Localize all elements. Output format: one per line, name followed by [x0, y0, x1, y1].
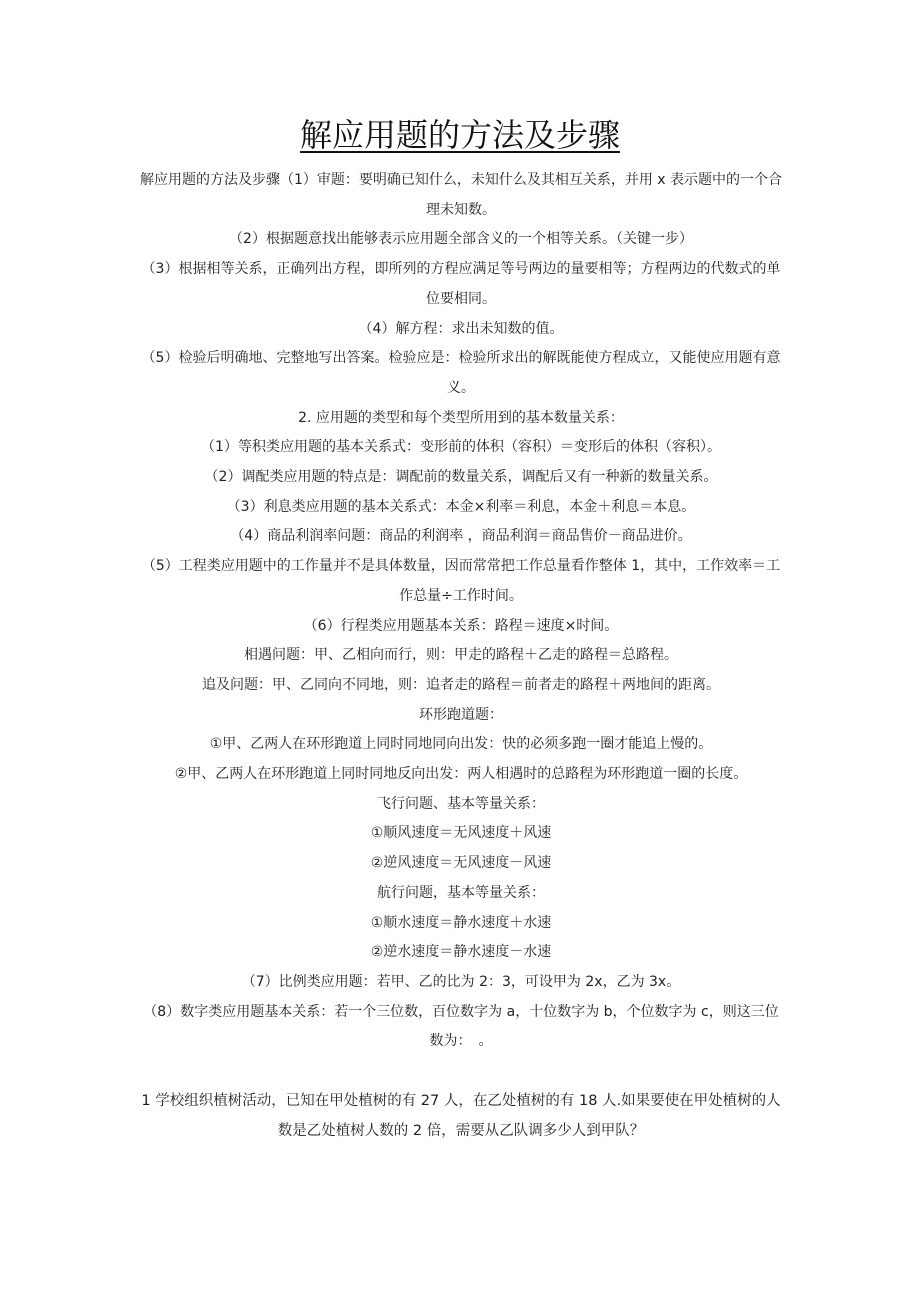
paragraph-type-interest: （3）利息类应用题的基本关系式：本金×利率＝利息，本金＋利息＝本息。	[226, 498, 696, 515]
paragraph-chasing: 追及问题：甲、乙同向不同地，则：追者走的路程＝前者走的路程＋两地间的距离。	[202, 676, 720, 693]
document-title: 解应用题的方法及步骤	[299, 116, 620, 154]
paragraph-type-profit: （4）商品利润率问题：商品的利润率 ，商品利润＝商品售价－商品进价。	[230, 528, 692, 545]
paragraph-circular-track: 环形跑道题：	[419, 706, 503, 723]
paragraph-types-heading: 2. 应用题的类型和每个类型所用到的基本数量关系：	[298, 409, 624, 426]
paragraph-upstream: ②逆水速度＝静水速度－水速	[370, 944, 552, 961]
paragraph-step-1: 解应用题的方法及步骤（1）审题：要明确已知什么，未知什么及其相互关系，并用 x 表示题中的一个合理未知数。	[139, 172, 783, 218]
paragraph-sailing: 航行问题，基本等量关系：	[377, 884, 545, 901]
paragraph-type-allocation: （2）调配类应用题的特点是：调配前的数量关系，调配后又有一种新的数量关系。	[204, 469, 718, 486]
document-body	[138, 166, 784, 1146]
paragraph-flight: 飞行问题、基本等量关系：	[377, 795, 545, 812]
paragraph-headwind: ②逆风速度＝无风速度－风速	[370, 855, 552, 872]
paragraph-type-digits: （8）数字类应用题基本关系：若一个三位数，百位数字为 a，十位数字为 b，个位数字为 c，则这三位数为： 。	[143, 1003, 779, 1050]
paragraph-step-2: （2）根据题意找出能够表示应用题全部含义的一个相等关系。（关键一步）	[229, 231, 693, 248]
paragraph-downstream: ①顺水速度＝静水速度＋水速	[370, 914, 552, 931]
paragraph-type-ratio: （7）比例类应用题：若甲、乙的比为 2：3，可设甲为 2x，乙为 3x。	[241, 973, 681, 990]
paragraph-track-same-direction: ①甲、乙两人在环形跑道上同时同地同向出发：快的必须多跑一圈才能追上慢的。	[209, 736, 713, 753]
paragraph-step-5: （5）检验后明确地、完整地写出答案。检验应是：检验所求出的解既能使方程成立，又能使应用题有意义。	[141, 350, 781, 396]
paragraph-track-opposite-direction: ②甲、乙两人在环形跑道上同时同地反向出发：两人相遇时的总路程为环形跑道一圈的长度。	[174, 766, 748, 783]
paragraph-tailwind: ①顺风速度＝无风速度＋风速	[370, 825, 552, 842]
paragraph-type-work: （5）工程类应用题中的工作量并不是具体数量，因而常常把工作总量看作整体 1，其中，工作效率＝工作总量÷工作时间。	[141, 558, 781, 604]
paragraph-type-volume: （1）等积类应用题的基本关系式：变形前的体积（容积）＝变形后的体积（容积）。	[201, 439, 721, 456]
paragraph-meeting: 相遇问题：甲、乙相向而行，则：甲走的路程＋乙走的路程＝总路程。	[244, 647, 678, 664]
paragraph-type-travel: （6）行程类应用题基本关系：路程＝速度×时间。	[303, 617, 619, 634]
paragraph-step-4: （4）解方程：求出未知数的值。	[358, 320, 564, 337]
paragraph-step-3: （3）根据相等关系，正确列出方程，即所列的方程应满足等号两边的量要相等；方程两边的代数式的单位要相同。	[141, 261, 781, 307]
question-1: 1 学校组织植树活动，已知在甲处植树的有 27 人，在乙处植树的有 18 人.如果要使在甲处植树的人数是乙处植树人数的 2 倍，需要从乙队调多少人到甲队？	[141, 1093, 781, 1139]
blank-line	[138, 1057, 784, 1087]
